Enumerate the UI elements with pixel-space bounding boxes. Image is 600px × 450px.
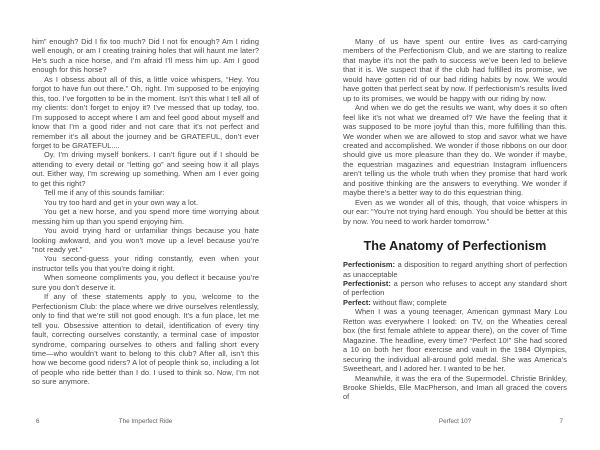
page-number: 7 xyxy=(559,418,563,425)
body-paragraph: him” enough? Did I fix too much? Did I not fix enough? Am I riding well enough, or am I creating training holes that will haunt me later? He’s such a nice horse, and I’m afraid I’ll mess him up. Am I good enough for this horse? xyxy=(32,37,259,75)
body-paragraph: You second-guess your riding constantly, even when your instructor tells you that you’re doing it right. xyxy=(32,254,259,273)
definition-item xyxy=(343,298,567,307)
body-paragraph: Meanwhile, it was the era of the Supermodel. Christie Brinkley, Brooke Shields, Elle MacPherson, and Iman all graced the covers of xyxy=(343,373,567,402)
running-footer-book-title: The Imperfect Ride xyxy=(118,418,173,425)
right-page-footer xyxy=(343,418,567,426)
body-paragraph: If any of these statements apply to you, welcome to the Perfectionism Club: the place where we drive ourselves relentlessly, only to find that we’re still not good enough. It’s a fun place, let me tell you. Obsessive attention to detail, identification of every tiny fault, correcting ourselves constantly, a terminal case of impostor syndrome, comparing ourselves to others and falling short every time—who wouldn’t want to belong to this club? After all, isn’t this how we become good riders? A lot of people think so, including a lot of people who ride better than I do. I used to think so. Now, I’m not so sure anymore. xyxy=(32,292,259,387)
definition-text: without flaw; complete xyxy=(370,297,447,307)
body-paragraph: As I obsess about all of this, a little voice whispers, “Hey. You forgot to have fun out there.” Oh, right. I’m supposed to be enjoying this, too. I’ve forgotten to be in the moment. Isn’t this what I tell all of my clients: don’t forget to enjoy it? I’ve messed that up today, too. I’m supposed to accept where I am and feel good about myself and know that I’m a good rider and not care that it’s not perfect and remember it’s all about the journey and be GRATEFUL, don’t ever forget to be GRATEFUL.... xyxy=(32,74,259,150)
body-paragraph: You avoid trying hard or unfamiliar things because you hate looking awkward, and you won’t move up a level because you’re “not ready yet.” xyxy=(32,226,259,254)
body-paragraph: Oy. I’m driving myself bonkers. I can’t figure out if I should be attending to every detail or “letting go” and seeing how it all plays out. Either way, I’m screwing up something. When am I ever going to get this right? xyxy=(32,150,259,188)
section-heading: The Anatomy of Perfectionism xyxy=(363,239,547,254)
definition-text: a disposition to regard anything short of perfection as unacceptable xyxy=(343,260,567,279)
body-paragraph: Tell me if any of this sounds familiar: xyxy=(44,188,165,198)
running-footer-chapter-title: Perfect 10? xyxy=(438,418,472,425)
definition-term: Perfect: xyxy=(343,297,371,307)
body-paragraph: Even as we wonder all of this, though, that voice whispers in our ear: “You’re not trying hard enough. You should be better at this by now. You need to work harder tomorrow.” xyxy=(343,197,567,226)
definition-term: Perfectionism: xyxy=(343,260,396,270)
definition-text: a person who refuses to accept any standard short of perfection xyxy=(343,278,567,298)
left-page-text xyxy=(32,37,259,387)
body-paragraph: When someone compliments you, you deflect it because you’re sure you don’t deserve it. xyxy=(32,273,259,292)
body-paragraph: When I was a young teenager, American gymnast Mary Lou Retton was everywhere I looked: on TV, on the Wheaties cereal box (the first female athlete to appear there), on the cover of Time Magazine. The headline, every time? “Perfect 10!” She had scored a 10 on both her floor exercise and vault in the 1984 Olympics, securing the individual all-around gold medal. She was America’s Sweetheart, and I adored her. I wanted to be her. xyxy=(343,307,567,374)
body-paragraph: Many of us have spent our entire lives as card-carrying members of the Perfectionism Club, and we are starting to realize that maybe it’s not the path to success we’ve been led to believe that it is. We suspect that if the club had fulfilled its promise, we would have gotten rid of our bad riding habits by now. We would have gotten that perfect seat by now. If perfectionism’s results lived up to its promises, we would be happy with our riding by now. xyxy=(343,37,567,103)
page-number: 6 xyxy=(36,418,40,425)
definition-item xyxy=(343,279,567,298)
right-page xyxy=(300,0,600,450)
body-paragraph: You try too hard and get in your own way a lot. xyxy=(44,197,199,207)
body-paragraph: And when we do get the results we want, why does it so often feel like it’s not what we dreamed of? We have the feeling that it was supposed to be more joyful than this, more fulfilling than this. We wonder when we are allowed to stop and savor what we have created and accomplished. We wonder if those ribbons on our door should give us more pleasure than they do. We wonder if maybe, the equestrian magazines and equestrian Instagram influencers aren’t telling us the whole truth when they promise that hard work and positive thinking are the answers to everything. We wonder if maybe there’s a better way to do this equestrian thing. xyxy=(343,103,567,198)
right-page-text xyxy=(343,37,567,402)
left-page-footer xyxy=(32,418,259,426)
definition-term: Perfectionist: xyxy=(343,278,391,288)
definition-item xyxy=(343,260,567,279)
body-paragraph: You get a new horse, and you spend more time worrying about messing him up than you spend enjoying him. xyxy=(32,207,259,226)
